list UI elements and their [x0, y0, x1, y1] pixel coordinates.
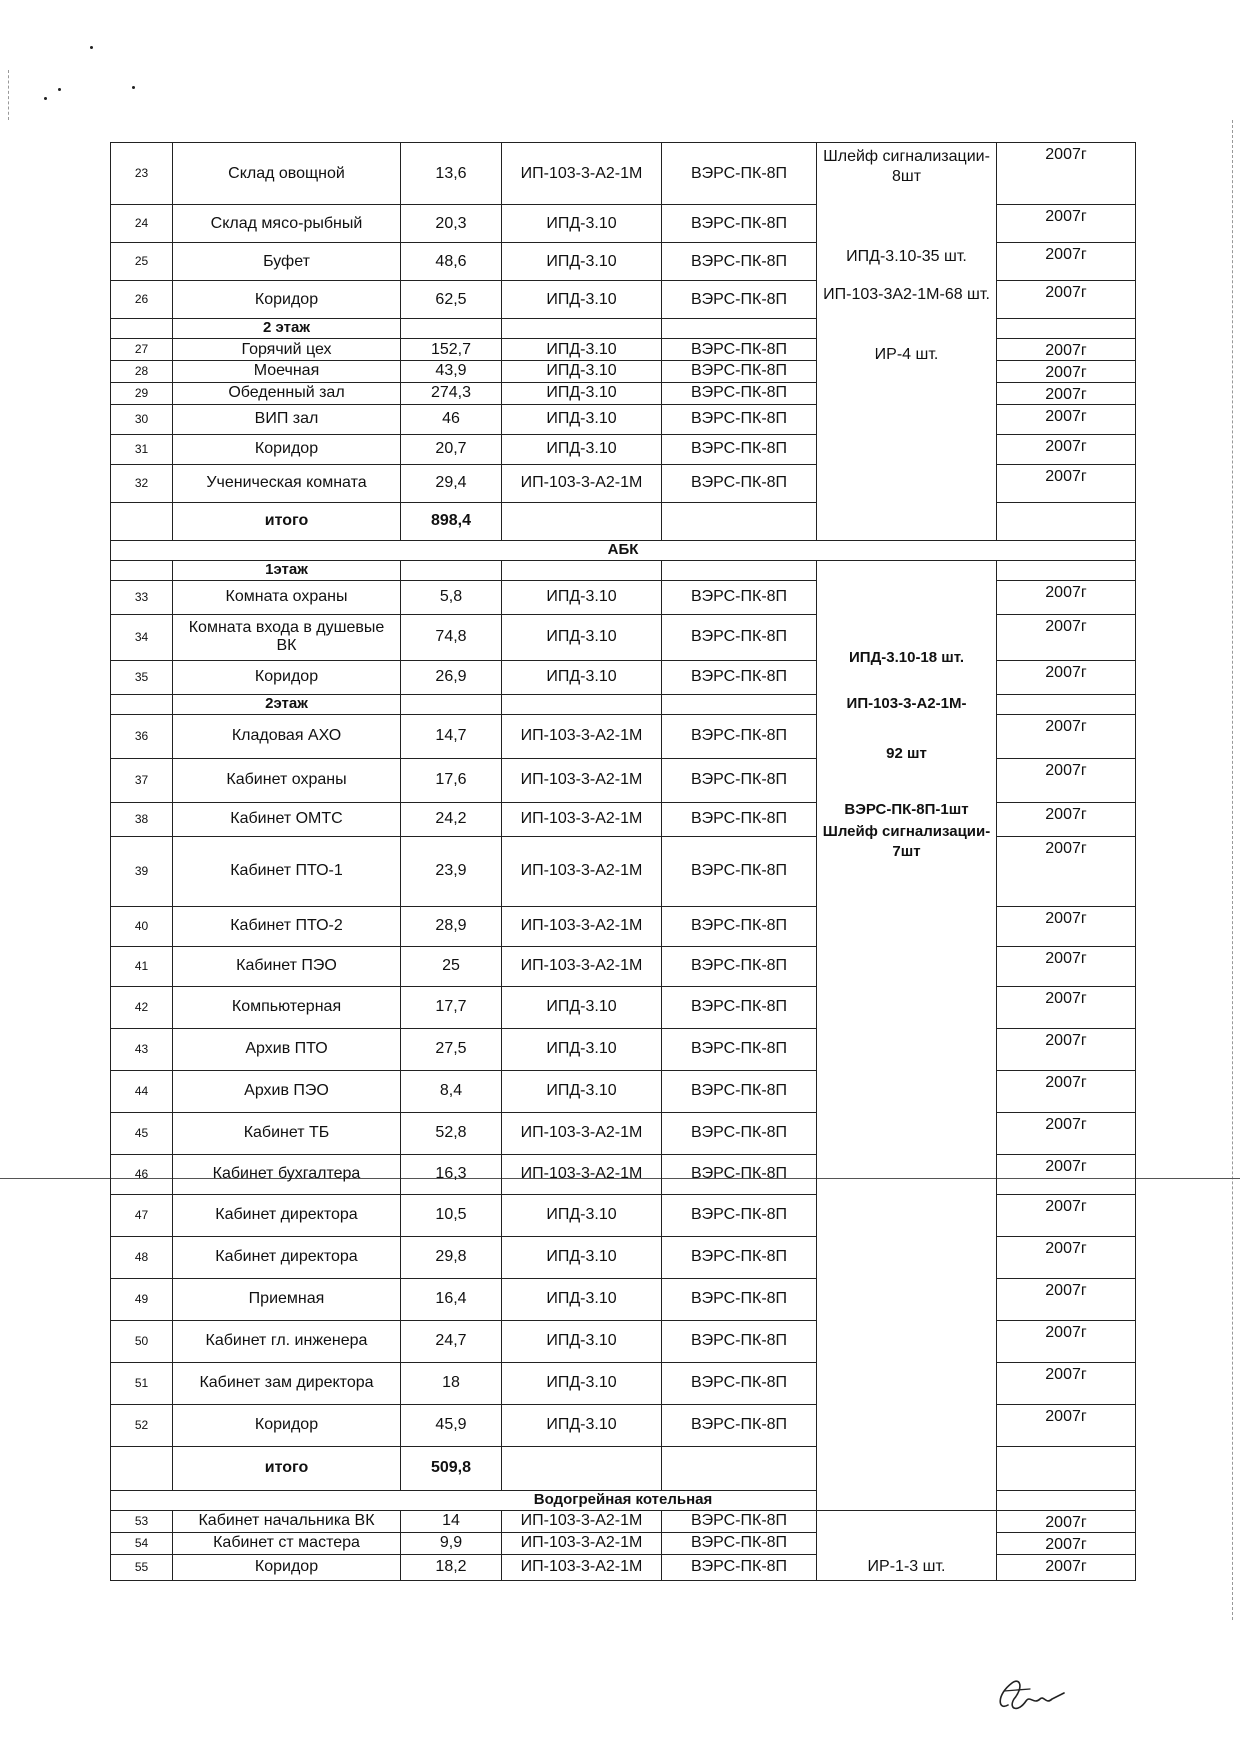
notes-line: ИПД-3.10-18 шт.	[849, 648, 964, 666]
room-name: Архив ПТО	[173, 1028, 401, 1070]
detector-type	[502, 502, 662, 540]
row-number: 43	[111, 1028, 173, 1070]
detector-type: ИП-103-3-А2-1М	[502, 714, 662, 758]
fire-alarm-table	[110, 142, 1136, 1581]
row-number: 33	[111, 580, 173, 614]
row-number: 25	[111, 243, 173, 281]
room-name: Кабинет охраны	[173, 758, 401, 802]
panel-type: ВЭРС-ПК-8П	[662, 1236, 817, 1278]
room-name: Кабинет ОМТС	[173, 802, 401, 836]
install-year: 2007г	[997, 758, 1136, 802]
room-name: Кабинет ст мастера	[173, 1532, 401, 1554]
room-area: 23,9	[401, 836, 502, 906]
room-area: 8,4	[401, 1070, 502, 1112]
row-number: 36	[111, 714, 173, 758]
panel-type: ВЭРС-ПК-8П	[662, 1278, 817, 1320]
detector-type: ИП-103-3-А2-1М	[502, 1554, 662, 1580]
install-year	[997, 560, 1136, 580]
install-year: 2007г	[997, 464, 1136, 502]
room-area: 52,8	[401, 1112, 502, 1154]
panel-type: ВЭРС-ПК-8П	[662, 660, 817, 694]
install-year: 2007г	[997, 404, 1136, 434]
install-year: 2007г	[997, 1404, 1136, 1446]
detector-type: ИПД-3.10	[502, 1362, 662, 1404]
room-name: Кабинет директора	[173, 1236, 401, 1278]
install-year: 2007г	[997, 1554, 1136, 1580]
section-header	[111, 540, 1136, 560]
install-year: 2007г	[997, 836, 1136, 906]
floor-header-label: 2 этаж	[173, 319, 401, 339]
room-name: Комната охраны	[173, 580, 401, 614]
notes-cell	[997, 1446, 1136, 1490]
room-name: Коридор	[173, 1554, 401, 1580]
panel-type: ВЭРС-ПК-8П	[662, 1510, 817, 1532]
room-name: Кабинет ПЭО	[173, 946, 401, 986]
notes-line: Шлейф сигнализации-	[822, 822, 991, 840]
notes-line: 8шт	[891, 168, 922, 185]
row-number: 38	[111, 802, 173, 836]
total-area: 509,8	[401, 1446, 502, 1490]
detector-type: ИП-103-3-А2-1М	[502, 802, 662, 836]
install-year: 2007г	[997, 1028, 1136, 1070]
install-year: 2007г	[997, 382, 1136, 404]
room-name: Приемная	[173, 1278, 401, 1320]
scan-speck	[44, 97, 47, 100]
detector-type: ИПД-3.10	[502, 1028, 662, 1070]
room-name: Кабинет гл. инженера	[173, 1320, 401, 1362]
detector-type: ИПД-3.10	[502, 1320, 662, 1362]
row-number: 32	[111, 464, 173, 502]
total-area: 898,4	[401, 502, 502, 540]
panel-type: ВЭРС-ПК-8П	[662, 1404, 817, 1446]
room-area: 28,9	[401, 906, 502, 946]
panel-type: ВЭРС-ПК-8П	[662, 1532, 817, 1554]
row-number: 54	[111, 1532, 173, 1554]
detector-type: ИПД-3.10	[502, 205, 662, 243]
row-number	[111, 560, 173, 580]
install-year: 2007г	[997, 360, 1136, 382]
scan-edge-mark	[1232, 120, 1234, 1620]
install-year: 2007г	[997, 906, 1136, 946]
detector-type: ИП-103-3-А2-1М	[502, 143, 662, 205]
panel-type: ВЭРС-ПК-8П	[662, 464, 817, 502]
notes-line: 7шт	[892, 842, 921, 860]
detector-type: ИП-103-3-А2-1М	[502, 946, 662, 986]
install-year: 2007г	[997, 660, 1136, 694]
row-number: 24	[111, 205, 173, 243]
room-area: 74,8	[401, 614, 502, 660]
panel-type: ВЭРС-ПК-8П	[662, 986, 817, 1028]
row-number	[111, 502, 173, 540]
panel-type: ВЭРС-ПК-8П	[662, 1362, 817, 1404]
notes-line: ИП-103-3-А2-1М-	[846, 694, 967, 712]
install-year: 2007г	[997, 802, 1136, 836]
room-area: 48,6	[401, 243, 502, 281]
detector-type: ИП-103-3-А2-1М	[502, 1510, 662, 1532]
install-year: 2007г	[997, 580, 1136, 614]
panel-type: ВЭРС-ПК-8П	[662, 1320, 817, 1362]
room-area: 9,9	[401, 1532, 502, 1554]
total-label: итого	[173, 502, 401, 540]
panel-type: ВЭРС-ПК-8П	[662, 382, 817, 404]
detector-type: ИП-103-3-А2-1М	[502, 1532, 662, 1554]
detector-type: ИПД-3.10	[502, 580, 662, 614]
install-year: 2007г	[997, 986, 1136, 1028]
panel-type: ВЭРС-ПК-8П	[662, 360, 817, 382]
room-area: 17,6	[401, 758, 502, 802]
panel-type	[662, 319, 817, 339]
room-area: 16,3	[401, 1154, 502, 1194]
room-area: 27,5	[401, 1028, 502, 1070]
room-name: Кабинет директора	[173, 1194, 401, 1236]
install-year: 2007г	[997, 1510, 1136, 1532]
room-area: 152,7	[401, 339, 502, 361]
room-area: 13,6	[401, 143, 502, 205]
room-area: 24,7	[401, 1320, 502, 1362]
room-name: Кабинет зам директора	[173, 1362, 401, 1404]
row-number: 45	[111, 1112, 173, 1154]
room-name: Архив ПЭО	[173, 1070, 401, 1112]
row-number: 55	[111, 1554, 173, 1580]
room-name: Кабинет ПТО-1	[173, 836, 401, 906]
floor-header	[111, 560, 1136, 580]
room-area: 17,7	[401, 986, 502, 1028]
row-number: 31	[111, 434, 173, 464]
notes-line: ИП-103-3А2-1М-68 шт.	[823, 286, 990, 303]
row-number: 49	[111, 1278, 173, 1320]
install-year: 2007г	[997, 1236, 1136, 1278]
panel-type	[662, 1446, 817, 1490]
detector-type: ИПД-3.10	[502, 986, 662, 1028]
scan-speck	[132, 86, 135, 89]
row-number: 53	[111, 1510, 173, 1532]
notes-cell	[817, 1510, 997, 1580]
install-year	[997, 694, 1136, 714]
panel-type	[662, 694, 817, 714]
install-year: 2007г	[997, 1154, 1136, 1194]
room-name: Кабинет ТБ	[173, 1112, 401, 1154]
detector-type: ИПД-3.10	[502, 339, 662, 361]
install-year: 2007г	[997, 143, 1136, 205]
detector-type: ИП-103-3-А2-1М	[502, 906, 662, 946]
install-year: 2007г	[997, 339, 1136, 361]
row-number	[111, 319, 173, 339]
detector-type: ИПД-3.10	[502, 1194, 662, 1236]
total-label: итого	[173, 1446, 401, 1490]
panel-type: ВЭРС-ПК-8П	[662, 1070, 817, 1112]
room-area: 5,8	[401, 580, 502, 614]
panel-type: ВЭРС-ПК-8П	[662, 614, 817, 660]
panel-type: ВЭРС-ПК-8П	[662, 339, 817, 361]
detector-type: ИПД-3.10	[502, 434, 662, 464]
row-number: 26	[111, 281, 173, 319]
room-area: 20,7	[401, 434, 502, 464]
room-name: Кабинет бухгалтера	[173, 1154, 401, 1194]
row-number: 34	[111, 614, 173, 660]
scan-speck	[90, 46, 93, 49]
row-number: 48	[111, 1236, 173, 1278]
install-year: 2007г	[997, 1194, 1136, 1236]
panel-type: ВЭРС-ПК-8П	[662, 1028, 817, 1070]
install-year: 2007г	[997, 205, 1136, 243]
table-row	[111, 1510, 1136, 1532]
row-number: 50	[111, 1320, 173, 1362]
room-area: 43,9	[401, 360, 502, 382]
panel-type: ВЭРС-ПК-8П	[662, 714, 817, 758]
scan-speck	[58, 88, 61, 91]
row-number: 52	[111, 1404, 173, 1446]
floor-header-label: 1этаж	[173, 560, 401, 580]
row-number	[111, 694, 173, 714]
notes-cell	[817, 560, 997, 1510]
room-area: 274,3	[401, 382, 502, 404]
detector-type: ИПД-3.10	[502, 1278, 662, 1320]
panel-type: ВЭРС-ПК-8П	[662, 758, 817, 802]
room-name: Обеденный зал	[173, 382, 401, 404]
room-name: Кабинет начальника ВК	[173, 1510, 401, 1532]
notes-line: ИР-1-3 шт.	[867, 1557, 946, 1575]
row-number: 47	[111, 1194, 173, 1236]
detector-type: ИП-103-3-А2-1М	[502, 758, 662, 802]
detector-type	[502, 319, 662, 339]
room-area: 16,4	[401, 1278, 502, 1320]
panel-type: ВЭРС-ПК-8П	[662, 434, 817, 464]
room-name: Комната входа в душевые ВК	[173, 614, 401, 660]
row-number: 46	[111, 1154, 173, 1194]
install-year: 2007г	[997, 946, 1136, 986]
notes-line: 92 шт	[886, 744, 927, 762]
detector-type: ИП-103-3-А2-1М	[502, 836, 662, 906]
room-area: 46	[401, 404, 502, 434]
row-number: 51	[111, 1362, 173, 1404]
install-year: 2007г	[997, 714, 1136, 758]
detector-type: ИПД-3.10	[502, 1236, 662, 1278]
row-number: 23	[111, 143, 173, 205]
row-number: 41	[111, 946, 173, 986]
row-number: 30	[111, 404, 173, 434]
section-header-label: АБК	[111, 540, 1136, 560]
table-row	[111, 143, 1136, 205]
row-number: 37	[111, 758, 173, 802]
detector-type	[502, 560, 662, 580]
room-area: 14	[401, 1510, 502, 1532]
panel-type: ВЭРС-ПК-8П	[662, 836, 817, 906]
panel-type: ВЭРС-ПК-8П	[662, 205, 817, 243]
row-number: 42	[111, 986, 173, 1028]
row-number: 35	[111, 660, 173, 694]
panel-type: ВЭРС-ПК-8П	[662, 580, 817, 614]
install-year: 2007г	[997, 1320, 1136, 1362]
install-year: 2007г	[997, 1362, 1136, 1404]
room-name: Коридор	[173, 281, 401, 319]
notes-cell	[817, 143, 997, 541]
detector-type: ИПД-3.10	[502, 243, 662, 281]
signature	[990, 1665, 1080, 1720]
panel-type: ВЭРС-ПК-8П	[662, 802, 817, 836]
notes-line: Шлейф сигнализации-	[823, 148, 990, 165]
panel-type: ВЭРС-ПК-8П	[662, 1112, 817, 1154]
room-area: 20,3	[401, 205, 502, 243]
detector-type: ИПД-3.10	[502, 614, 662, 660]
install-year: 2007г	[997, 1532, 1136, 1554]
panel-type: ВЭРС-ПК-8П	[662, 281, 817, 319]
detector-type: ИПД-3.10	[502, 404, 662, 434]
panel-type	[662, 502, 817, 540]
room-area: 26,9	[401, 660, 502, 694]
notes-line: ИПД-3.10-35 шт.	[846, 248, 967, 265]
row-number: 40	[111, 906, 173, 946]
room-name: Кладовая АХО	[173, 714, 401, 758]
detector-type	[502, 1446, 662, 1490]
room-area: 25	[401, 946, 502, 986]
row-number: 44	[111, 1070, 173, 1112]
detector-type: ИП-103-3-А2-1М	[502, 464, 662, 502]
room-area: 45,9	[401, 1404, 502, 1446]
panel-type: ВЭРС-ПК-8П	[662, 1554, 817, 1580]
install-year: 2007г	[997, 614, 1136, 660]
install-year	[997, 319, 1136, 339]
row-number: 27	[111, 339, 173, 361]
room-area	[401, 694, 502, 714]
panel-type: ВЭРС-ПК-8П	[662, 143, 817, 205]
room-name: Кабинет ПТО-2	[173, 906, 401, 946]
notes-line: ВЭРС-ПК-8П-1шт	[844, 800, 969, 818]
room-name: Коридор	[173, 1404, 401, 1446]
room-name: Склад овощной	[173, 143, 401, 205]
room-name: Коридор	[173, 434, 401, 464]
detector-type: ИП-103-3-А2-1М	[502, 1154, 662, 1194]
room-name: Компьютерная	[173, 986, 401, 1028]
detector-type: ИПД-3.10	[502, 1070, 662, 1112]
floor-header-label: 2этаж	[173, 694, 401, 714]
room-name: Буфет	[173, 243, 401, 281]
panel-type	[662, 560, 817, 580]
room-area: 14,7	[401, 714, 502, 758]
room-area: 18	[401, 1362, 502, 1404]
detector-type	[502, 694, 662, 714]
row-number: 28	[111, 360, 173, 382]
install-year: 2007г	[997, 1112, 1136, 1154]
section-header-label: Водогрейная котельная	[111, 1490, 1136, 1510]
panel-type: ВЭРС-ПК-8П	[662, 404, 817, 434]
detector-type: ИПД-3.10	[502, 360, 662, 382]
detector-type: ИП-103-3-А2-1М	[502, 1112, 662, 1154]
notes-line: ИР-4 шт.	[874, 346, 939, 363]
panel-type: ВЭРС-ПК-8П	[662, 243, 817, 281]
notes-cell	[997, 502, 1136, 540]
install-year: 2007г	[997, 243, 1136, 281]
section-header	[111, 1490, 1136, 1510]
room-area	[401, 560, 502, 580]
room-name: Ученическая комната	[173, 464, 401, 502]
install-year: 2007г	[997, 1278, 1136, 1320]
room-area: 62,5	[401, 281, 502, 319]
install-year: 2007г	[997, 434, 1136, 464]
room-area: 24,2	[401, 802, 502, 836]
row-number	[111, 1446, 173, 1490]
detector-type: ИПД-3.10	[502, 382, 662, 404]
panel-type: ВЭРС-ПК-8П	[662, 906, 817, 946]
room-name: ВИП зал	[173, 404, 401, 434]
detector-type: ИПД-3.10	[502, 660, 662, 694]
room-area: 10,5	[401, 1194, 502, 1236]
panel-type: ВЭРС-ПК-8П	[662, 1194, 817, 1236]
detector-type: ИПД-3.10	[502, 1404, 662, 1446]
detector-type: ИПД-3.10	[502, 281, 662, 319]
install-year: 2007г	[997, 1070, 1136, 1112]
row-number: 39	[111, 836, 173, 906]
panel-type: ВЭРС-ПК-8П	[662, 1154, 817, 1194]
room-name: Склад мясо-рыбный	[173, 205, 401, 243]
room-area	[401, 319, 502, 339]
room-name: Коридор	[173, 660, 401, 694]
panel-type: ВЭРС-ПК-8П	[662, 946, 817, 986]
row-number: 29	[111, 382, 173, 404]
room-area: 29,4	[401, 464, 502, 502]
scan-edge-mark	[8, 70, 10, 120]
room-name: Горячий цех	[173, 339, 401, 361]
room-area: 18,2	[401, 1554, 502, 1580]
room-area: 29,8	[401, 1236, 502, 1278]
room-name: Моечная	[173, 360, 401, 382]
install-year: 2007г	[997, 281, 1136, 319]
